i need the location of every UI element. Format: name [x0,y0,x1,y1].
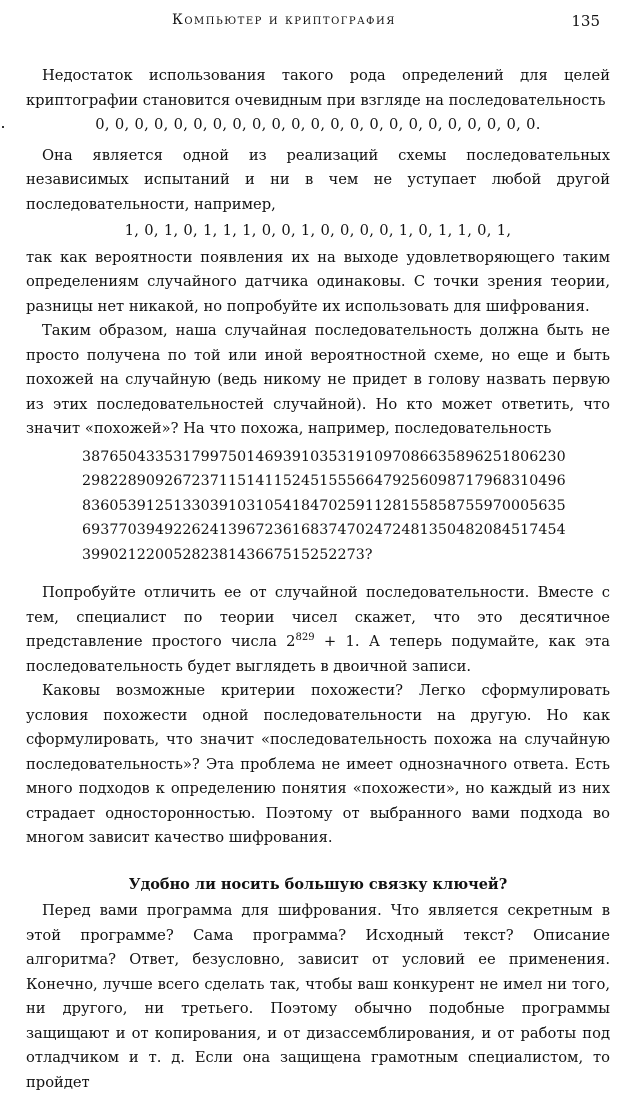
sequence-binary: 1, 0, 1, 0, 1, 1, 1, 0, 0, 1, 0, 0, 0, 0, 1, 0, 1, 1, 0, 1, [124,222,512,239]
paragraph-1: Недостаток использования такого рода определений для целей криптографии становится очевидным при взгляде на последовательность [26,67,610,109]
paragraph-5 [26,581,610,679]
page-content [26,64,610,1095]
paragraph-4: Таким образом, наша случайная последовательность должна быть не просто получена по той или иной вероятностной схеме, но еще и быть похожей на случайную (ведь никому не придет в голову назвать первую из этих последовательностей случайной). Но кто может ответить, что значит «похожей»? На что похожа, например, последовательность [26,322,610,437]
number-line: 69377039492262413967236168374702472481350482084517454 [82,522,566,538]
running-head-title: Компьютер и криптография [172,12,396,28]
paragraph-5-end: + 1. А теперь подумайте, как эта последовательность будет выглядеть в двоичной записи. [26,633,610,675]
page-number: 135 [571,12,600,30]
running-head [0,10,630,32]
big-number-block [82,445,610,568]
paragraph-6: Каковы возможные критерии похожести? Легко сформулировать условия похожести одной последовательности на другую. Но как сформулировать, что значит «последовательность похожа на случайную последовательность»? Эта проблема не имеет однозначного ответа. Есть много подходов к определению понятия «похожести», но каждый из них страдает односторонностью. Поэтому от выбранного вами подхода во многом зависит качество шифрования. [26,682,610,846]
paragraph-2: Она является одной из реализаций схемы последовательных независимых испытаний и ни в чем не уступает любой другой последовательности, например, [26,146,610,213]
number-line: 3990212200528238143667515252273? [82,546,373,563]
paragraph-7: Перед вами программа для шифрования. Что является секретным в этой программе? Сама программа? Исходный текст? Описание алгоритма? Ответ, безусловно, зависит от условий ее применения. Конечно, лучше всего сделать так, чтобы ваш конкурент не имел ни того, ни другого, ни третьего. Поэтому обычно подобные программы защищают и от копирования, и от дизассемблирования, и от работы под отладчиком и т. д. Если она защищена грамотным специалистом, то пройдет [26,902,610,1091]
number-line: 29822890926723711514115245155566479256098717968310496 [82,473,566,489]
sequence-zeros: 0, 0, 0, 0, 0, 0, 0, 0, 0, 0, 0, 0, 0, 0, 0, 0, 0, 0, 0, 0, 0, 0, 0. [95,116,541,133]
number-line: 83605391251330391031054184702591128155858755970005635 [82,497,566,514]
exponent: 829 [295,632,315,643]
paragraph-3: так как вероятности появления их на выходе удовлетворяющего таким определениям случайного датчика одинаковы. С точки зрения теории, разницы нет никакой, но попробуйте их использовать для шифрования. [26,248,610,315]
section-title: Удобно ли носить большую связку ключей? [128,875,508,893]
number-line: 38765043353179975014693910353191097086635896251806230 [82,448,566,465]
margin-mark [2,126,4,128]
paragraph-5-start: Попробуйте отличить ее от случайной последовательности. Вместе с тем, специалист по теории чисел скажет, что это десятичное представление простого числа 2 [26,584,610,650]
